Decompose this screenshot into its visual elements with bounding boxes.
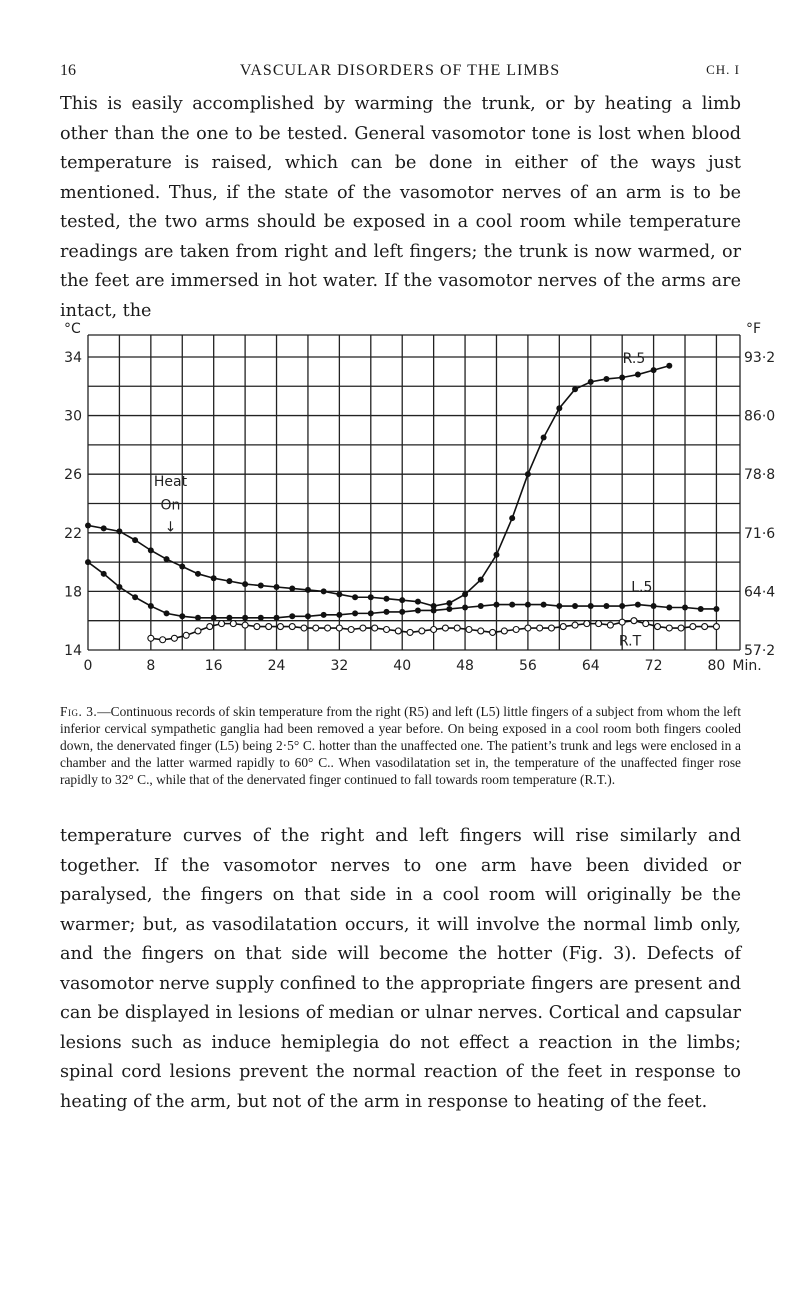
data-point	[183, 632, 189, 638]
data-point	[132, 537, 138, 543]
data-point	[713, 606, 719, 612]
data-point	[148, 547, 154, 553]
data-point	[254, 624, 260, 630]
data-point	[651, 603, 657, 609]
data-point	[211, 575, 217, 581]
x-tick-label: 16	[204, 658, 223, 674]
data-point	[442, 625, 448, 631]
temperature-chart	[50, 320, 776, 690]
data-point	[301, 625, 307, 631]
data-point	[635, 602, 641, 608]
x-tick-label: 32	[330, 658, 349, 674]
data-point	[207, 624, 213, 630]
y-tick-label: 22	[64, 525, 82, 542]
data-point	[305, 587, 311, 593]
y-tick-label: 14	[64, 643, 82, 659]
data-point	[148, 603, 154, 609]
data-point	[399, 609, 405, 615]
data-point	[509, 515, 515, 521]
data-point	[289, 585, 295, 591]
data-point	[164, 556, 170, 562]
y2-tick-label: 78·8	[744, 467, 776, 484]
data-point	[635, 372, 641, 378]
data-point	[702, 624, 708, 630]
x-tick-label: 8	[146, 658, 156, 674]
data-point	[407, 629, 413, 635]
data-point	[368, 610, 374, 616]
data-point	[384, 596, 390, 602]
data-point	[666, 605, 672, 611]
data-point	[603, 603, 609, 609]
data-point	[478, 577, 484, 583]
data-point	[525, 602, 531, 608]
data-point	[195, 615, 201, 621]
data-point	[690, 624, 696, 630]
data-point	[666, 625, 672, 631]
data-point	[289, 613, 295, 619]
x-tick-label: 0	[83, 658, 93, 674]
data-point	[258, 583, 264, 589]
data-point	[171, 635, 177, 641]
data-point	[493, 602, 499, 608]
data-point	[501, 628, 507, 634]
data-point	[548, 625, 554, 631]
data-point	[415, 607, 421, 613]
y-axis-unit: °C	[64, 321, 81, 337]
figure-caption	[60, 703, 741, 788]
data-point	[336, 625, 342, 631]
data-point	[541, 435, 547, 441]
data-point	[556, 405, 562, 411]
data-point	[698, 606, 704, 612]
chart-annotation: ↓	[164, 519, 177, 536]
y2-axis-unit: °F	[746, 321, 762, 337]
data-point	[226, 615, 232, 621]
chart-annotation: Heat	[153, 473, 188, 490]
y2-tick-label: 71·6	[744, 525, 776, 542]
data-point	[384, 609, 390, 615]
data-point	[651, 367, 657, 373]
data-point	[321, 588, 327, 594]
data-point	[454, 625, 460, 631]
data-point	[395, 628, 401, 634]
data-point	[588, 379, 594, 385]
data-point	[179, 613, 185, 619]
data-point	[419, 628, 425, 634]
chart-annotation: R.T	[618, 633, 642, 650]
x-tick-label: 64	[581, 658, 600, 674]
data-point	[336, 591, 342, 597]
chart-annotation: On	[160, 497, 181, 514]
data-point	[195, 571, 201, 577]
data-point	[289, 624, 295, 630]
data-point	[226, 578, 232, 584]
data-point	[352, 610, 358, 616]
data-point	[462, 605, 468, 611]
data-point	[631, 618, 637, 624]
x-tick-label: 80	[707, 658, 726, 674]
data-point	[490, 629, 496, 635]
data-point	[525, 471, 531, 477]
data-point	[572, 603, 578, 609]
running-title: VASCULAR DISORDERS OF THE LIMBS	[239, 62, 561, 79]
data-point	[541, 602, 547, 608]
data-point	[101, 525, 107, 531]
data-point	[462, 591, 468, 597]
data-point	[360, 625, 366, 631]
data-point	[195, 628, 201, 634]
data-point	[415, 599, 421, 605]
y2-tick-label: 93·2	[744, 349, 776, 366]
data-point	[572, 622, 578, 628]
data-point	[478, 603, 484, 609]
data-point	[655, 624, 661, 630]
y-tick-label: 34	[64, 349, 82, 366]
data-point	[258, 615, 264, 621]
data-point	[325, 625, 331, 631]
data-point	[556, 603, 562, 609]
data-point	[446, 606, 452, 612]
data-point	[713, 624, 719, 630]
x-tick-label: 56	[518, 658, 537, 674]
data-point	[85, 522, 91, 528]
data-point	[116, 528, 122, 534]
data-point	[537, 625, 543, 631]
body-paragraph-1: This is easily accomplished by warming the trunk, or by heating a limb other than the one to be tested. General vasomotor tone is lost when blood temperature is raised, which can be done in either of the ways just mentioned. Thus, if the state of the vasomotor nerves of an arm is to be tested, the two arms should be exposed in a cool room while temperature readings are taken from right and left fingers; the trunk is now warmed, or the feet are immersed in hot water. If the vasomotor nerves of the arms are intact, the	[60, 94, 741, 321]
y-tick-label: 18	[64, 584, 82, 601]
data-point	[607, 622, 613, 628]
data-point	[619, 619, 625, 625]
data-point	[368, 594, 374, 600]
data-point	[682, 605, 688, 611]
chart-annotation: R.5	[622, 350, 646, 367]
data-point	[525, 625, 531, 631]
chart-grid	[88, 335, 740, 650]
data-point	[446, 600, 452, 606]
x-tick-label: 48	[456, 658, 474, 674]
data-point	[101, 571, 107, 577]
page-number: 16	[60, 62, 76, 79]
data-point	[336, 612, 342, 618]
data-point	[313, 625, 319, 631]
y-tick-label: 30	[64, 408, 82, 425]
data-point	[493, 552, 499, 558]
data-point	[588, 603, 594, 609]
data-point	[164, 610, 170, 616]
data-point	[160, 637, 166, 643]
y2-tick-label: 64·4	[744, 584, 776, 601]
data-point	[321, 612, 327, 618]
data-point	[348, 626, 354, 632]
x-tick-label: 24	[267, 658, 286, 674]
data-point	[116, 584, 122, 590]
data-point	[643, 621, 649, 627]
data-point	[305, 613, 311, 619]
data-point	[179, 563, 185, 569]
x-axis-unit: Min.	[732, 658, 762, 674]
data-point	[274, 584, 280, 590]
data-point	[431, 626, 437, 632]
data-point	[509, 602, 515, 608]
data-point	[85, 559, 91, 565]
body-paragraph-2: temperature curves of the right and left fingers will rise similarly and together. If the vasomotor nerves to one arm have been divided or paralysed, the fingers on that side in a cool room will originally be the warmer; but, as vasodilatation occurs, it will involve the normal limb only, and the fingers on that side will become the hotter (Fig. 3). Defects of vasomotor nerve supply confined to the appropriate fingers are present and can be displayed in lesions of median or ulnar nerves. Cortical and capsular lesions such as induce hemiplegia do not effect a reaction in the limbs; spinal cord lesions prevent the normal reaction of the feet in response to heating of the arm, but not of the arm in response to heating of the feet.	[60, 826, 741, 1112]
data-point	[230, 621, 236, 627]
data-point	[266, 624, 272, 630]
y2-tick-label: 57·2	[744, 643, 776, 659]
data-point	[513, 626, 519, 632]
figure-caption-text: —Continuous records of skin temperature from the right (R5) and left (L5) little fingers of a subject from whom the left inferior cervical sympathetic ganglia had been removed a year before. On being exposed in a cool room both fingers cooled down, the denervated finger (L5) being 2·5° C. hotter than the unaffected one. The patient’s trunk and legs were enclosed in a chamber and the latter warmed rapidly to 60° C.. When vasodilatation set in, the temperature of the unaffected finger rose rapidly to 32° C., while that of the denervated finger continued to fall towards room temperature (R.T.).	[60, 704, 741, 787]
data-point	[274, 615, 280, 621]
data-point	[242, 615, 248, 621]
figure-label: Fig. 3.	[60, 704, 98, 719]
data-point	[560, 624, 566, 630]
chart-annotation: L.5	[631, 579, 653, 596]
chapter-label: CH. I	[706, 62, 740, 77]
data-point	[242, 581, 248, 587]
running-header	[60, 62, 740, 84]
data-point	[619, 603, 625, 609]
y2-tick-label: 86·0	[744, 408, 776, 425]
data-point	[431, 607, 437, 613]
data-point	[372, 625, 378, 631]
data-point	[666, 363, 672, 369]
data-point	[148, 635, 154, 641]
data-point	[399, 597, 405, 603]
data-point	[478, 628, 484, 634]
data-point	[242, 622, 248, 628]
x-tick-label: 72	[644, 658, 663, 674]
data-point	[277, 624, 283, 630]
data-point	[466, 626, 472, 632]
data-point	[596, 621, 602, 627]
data-point	[384, 626, 390, 632]
data-point	[352, 594, 358, 600]
data-point	[584, 621, 590, 627]
data-point	[603, 376, 609, 382]
data-point	[678, 625, 684, 631]
data-point	[132, 594, 138, 600]
data-point	[572, 386, 578, 392]
data-point	[211, 615, 217, 621]
data-point	[619, 374, 625, 380]
data-point	[219, 621, 225, 627]
y-tick-label: 26	[64, 467, 82, 484]
x-tick-label: 40	[393, 658, 412, 674]
